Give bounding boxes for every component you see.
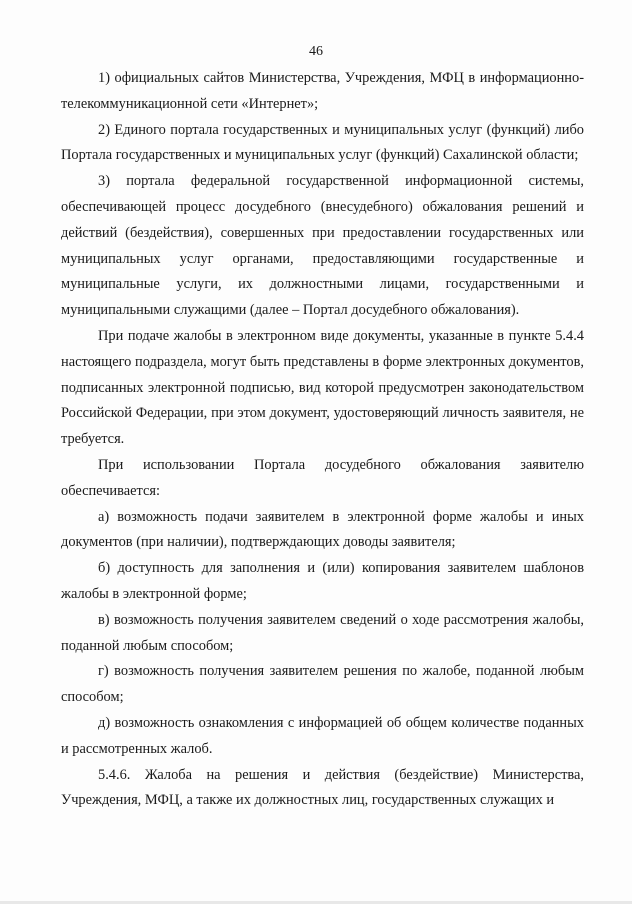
paragraph-item-3: 3) портала федеральной государственной информационной системы, обеспечивающей процесс досудебного (внесудебного) обжалования решений и действий (бездействия), совершенных при предоставлении государственных или муниципальных услуг органами, предоставляющими государственные и муниципальные услуги, их должностными лицами, государственными и муниципальными служащими (далее – Портал досудебного обжалования). — [61, 173, 584, 319]
paragraph-item-a: а) возможность подачи заявителем в электронной форме жалобы и иных документов (при наличии), подтверждающих доводы заявителя; — [61, 508, 584, 551]
paragraph-item-v: в) возможность получения заявителем сведений о ходе рассмотрения жалобы, поданной любым способом; — [61, 611, 584, 654]
paragraph-item-2: 2) Единого портала государственных и муниципальных услуг (функций) либо Портала государственных и муниципальных услуг (функций) Сахалинской области; — [61, 121, 584, 164]
page-number: 46 — [309, 44, 323, 59]
paragraph-item-g: г) возможность получения заявителем решения по жалобе, поданной любым способом; — [61, 663, 584, 706]
document-body — [61, 66, 584, 814]
paragraph-item-d: д) возможность ознакомления с информацией об общем количестве поданных и рассмотренных жалоб. — [61, 714, 584, 757]
paragraph-portal-usage: При использовании Портала досудебного обжалования заявителю обеспечивается: — [61, 456, 584, 499]
paragraph-electronic-submission: При подаче жалобы в электронном виде документы, указанные в пункте 5.4.4 настоящего подраздела, могут быть представлены в форме электронных документов, подписанных электронной подписью, вид которой предусмотрен законодательством Российской Федерации, при этом документ, удостоверяющий личность заявителя, не требуется. — [61, 327, 584, 448]
paragraph-5-4-6: 5.4.6. Жалоба на решения и действия (бездействие) Министерства, Учреждения, МФЦ, а также их должностных лиц, государственных служащих и — [61, 766, 584, 809]
paragraph-item-1: 1) официальных сайтов Министерства, Учреждения, МФЦ в информационно-телекоммуникационной сети «Интернет»; — [61, 70, 584, 112]
paragraph-item-b: б) доступность для заполнения и (или) копирования заявителем шаблонов жалобы в электронной форме; — [61, 560, 584, 602]
